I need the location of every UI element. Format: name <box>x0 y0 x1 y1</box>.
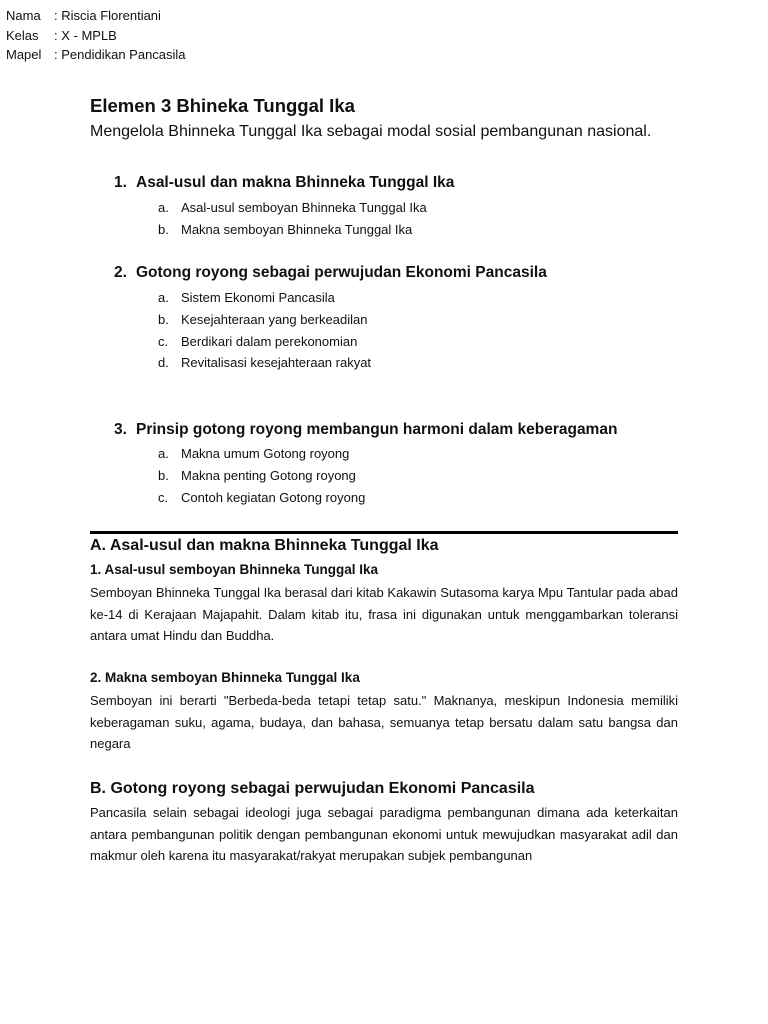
list-item <box>158 487 365 509</box>
subject-value: : Pendidikan Pancasila <box>54 47 186 62</box>
list-letter: a. <box>158 290 169 305</box>
student-info <box>6 6 186 65</box>
outline-heading-2 <box>114 264 547 282</box>
section-a-sub2-body: Semboyan ini berarti "Berbeda-beda tetapi tetap satu." Maknanya, meskipun Indonesia memiliki keberagaman suku, agama, budaya, dan bahasa, semuanya tetap bersatu dalam satu bangsa dan negara <box>90 693 678 752</box>
outline-list-1 <box>158 197 427 241</box>
section-b-body: Pancasila selain sebagai ideologi juga sebagai paradigma pembangunan dimana ada keterkaitan antara pembangunan politik dengan pembangunan ekonomi untuk mewujudkan masyarakat adil dan makmur oleh karena itu masyarakat/rakyat merupakan subjek pembangunan <box>90 805 678 864</box>
student-class-row <box>6 26 186 46</box>
list-item <box>158 219 427 241</box>
outline-number: 2. <box>114 264 127 281</box>
list-item <box>158 309 371 331</box>
list-item <box>158 352 371 374</box>
document-subtitle: Mengelola Bhinneka Tunggal Ika sebagai modal sosial pembangunan nasional. <box>90 123 652 140</box>
list-text: Revitalisasi kesejahteraan rakyat <box>181 355 372 371</box>
list-text: Makna semboyan Bhinneka Tunggal Ika <box>181 221 413 237</box>
list-text: Kesejahteraan yang berkeadilan <box>181 311 368 327</box>
list-letter: c. <box>158 333 169 349</box>
section-a-sub1-body: Semboyan Bhinneka Tunggal Ika berasal dari kitab Kakawin Sutasoma karya Mpu Tantular pada abad ke-14 di Kerajaan Majapahit. Dalam kitab itu, frasa ini digunakan untuk menggambarkan toleransi antara umat Hindu dan Buddha. <box>90 585 678 644</box>
outline-number: 1. <box>114 174 127 191</box>
outline-heading-1 <box>114 174 454 192</box>
list-letter: b. <box>158 311 169 327</box>
outline-number: 3. <box>114 421 127 438</box>
section-a-heading: A. Asal-usul dan makna Bhinneka Tunggal Ika <box>90 537 439 554</box>
list-text: Berdikari dalam perekonomian <box>181 333 358 349</box>
list-letter: c. <box>158 489 169 505</box>
list-letter: a. <box>158 200 169 215</box>
outline-list-2 <box>158 287 371 374</box>
list-letter: b. <box>158 467 169 483</box>
outline-heading-text: Asal-usul dan makna Bhinneka Tunggal Ika <box>136 174 455 191</box>
student-subject-row <box>6 45 186 65</box>
outline-list-3 <box>158 443 365 508</box>
list-letter: a. <box>158 446 169 461</box>
outline-heading-text: Gotong royong sebagai perwujudan Ekonomi Pancasila <box>136 264 547 281</box>
outline-heading-text: Prinsip gotong royong membangun harmoni dalam keberagaman <box>136 421 618 438</box>
document-title: Elemen 3 Bhineka Tunggal Ika <box>90 95 355 116</box>
name-value: : Riscia Florentiani <box>54 8 161 23</box>
list-item <box>158 197 427 219</box>
list-item <box>158 331 371 353</box>
outline-heading-3 <box>114 421 617 439</box>
list-item <box>158 287 371 309</box>
list-text: Contoh kegiatan Gotong royong <box>181 489 366 505</box>
name-label: Nama <box>6 8 41 23</box>
list-letter: b. <box>158 221 169 237</box>
horizontal-divider <box>90 531 678 534</box>
list-text: Asal-usul semboyan Bhinneka Tunggal Ika <box>181 200 427 215</box>
student-name-row <box>6 6 186 26</box>
list-letter: d. <box>158 355 169 371</box>
list-text: Makna penting Gotong royong <box>181 467 356 483</box>
subject-label: Mapel <box>6 47 42 62</box>
section-b-heading: B. Gotong royong sebagai perwujudan Ekonomi Pancasila <box>90 780 535 797</box>
class-value: : X - MPLB <box>54 27 117 43</box>
list-text: Makna umum Gotong royong <box>181 446 350 461</box>
section-a-sub1-heading: 1. Asal-usul semboyan Bhinneka Tunggal Ika <box>90 562 379 577</box>
class-label: Kelas <box>6 27 39 43</box>
list-item <box>158 465 365 487</box>
list-text: Sistem Ekonomi Pancasila <box>181 290 335 305</box>
list-item <box>158 443 365 465</box>
section-a-sub2-heading: 2. Makna semboyan Bhinneka Tunggal Ika <box>90 670 360 685</box>
